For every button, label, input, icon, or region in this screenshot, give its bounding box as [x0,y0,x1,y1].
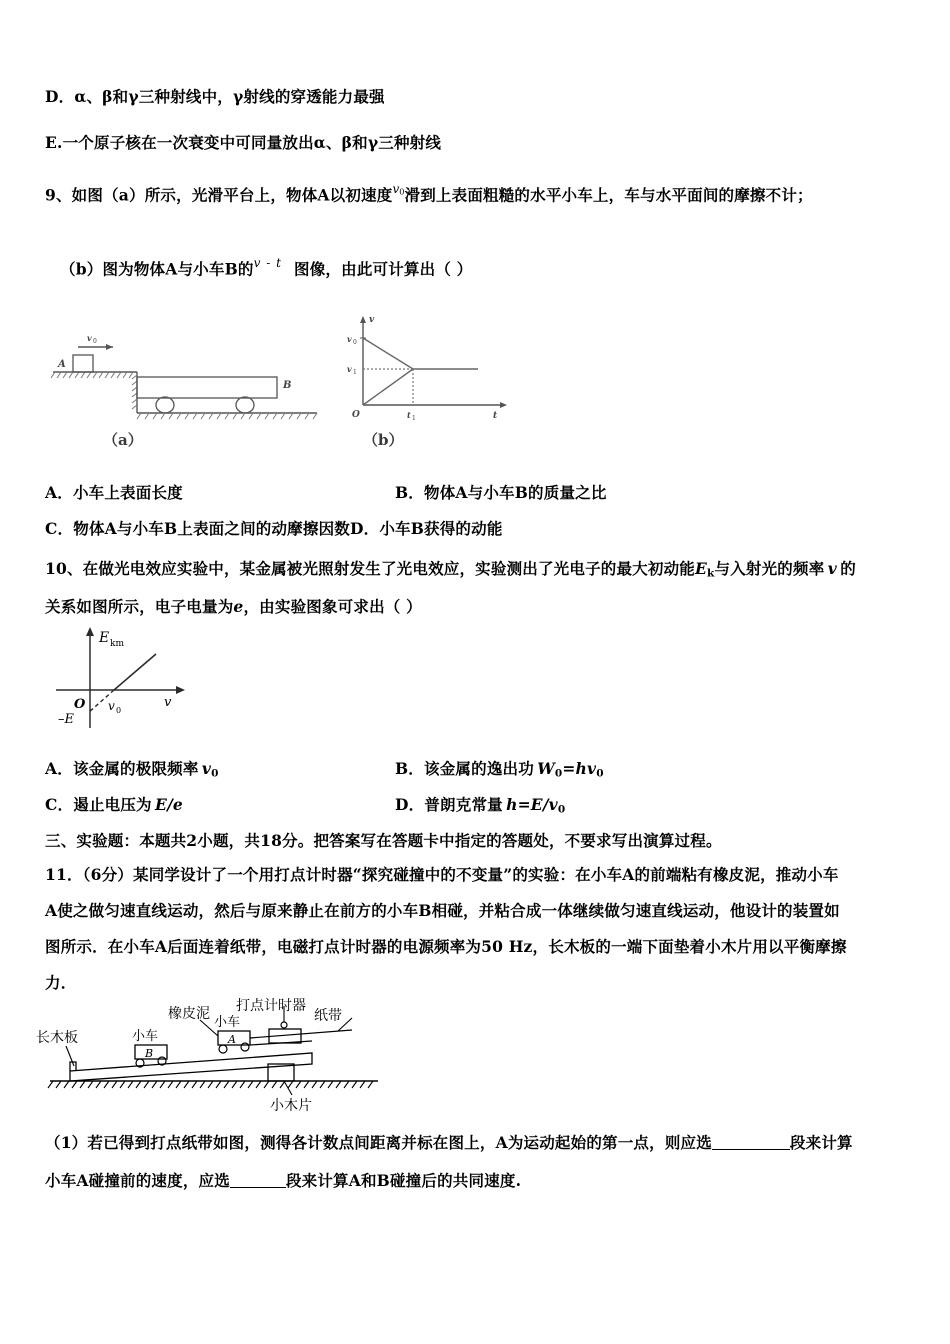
section-3-heading-text: 三、实验题：本题共2小题，共18分。把答案写在答题卡中指定的答题处，不要求写出演算过程。 [45,831,722,850]
figure-10-photoelectric-graph [52,618,197,733]
svg-text:B: B [145,1047,154,1060]
svg-text:O: O [74,697,86,712]
q9-option-a-text: 小车上表面长度 [72,483,183,502]
q9-stem-part2b: 图像，由此可计算出（ ） [294,259,473,279]
svg-text:km: km [110,639,124,649]
svg-text:0: 0 [116,706,122,715]
q10-option-a-key: A． [45,759,73,778]
svg-text:纸带: 纸带 [314,1008,342,1024]
question-11-stem-line2 [45,902,840,921]
question-11-stem-line4 [45,974,76,993]
q9-option-c [45,520,503,539]
svg-text:打点计时器: 打点计时器 [236,998,306,1014]
q11-sub1-line1 [45,1134,853,1153]
q10-stem-c: 的 [840,559,856,578]
svg-text:A: A [58,359,66,370]
option-d-text: D．α、β和γ三种射线中，γ射线的穿透能力最强 [45,87,385,106]
svg-text:橡皮泥: 橡皮泥 [168,1006,210,1022]
answer-blank-2[interactable] [230,1187,286,1188]
q10-option-a-symbol: v0 [198,759,219,780]
answer-blank-1[interactable] [712,1149,790,1150]
q9-option-c-key: C． [45,519,74,538]
q9-option-a [45,484,183,503]
q10-option-d-key: D． [395,795,425,814]
svg-text:v: v [87,333,92,343]
q11-stem-line1: 11．（6分）某同学设计了一个用打点计时器“探究碰撞中的不变量”的实验：在小车A的前端粘有橡皮泥，推动小车 [45,865,839,884]
q10-option-c [45,796,183,815]
svg-text:v: v [347,364,352,374]
question-10-stem-line2 [45,598,422,617]
q10-option-b-text: 该金属的逸出功 [424,759,534,778]
svg-text:1: 1 [412,415,416,420]
svg-text:小车: 小车 [214,1015,241,1030]
q9-vt-graph-symbol: v - t [253,256,283,270]
question-11-stem-line3 [45,938,847,957]
svg-text:小木片: 小木片 [270,1098,312,1114]
q10-option-b-symbol: W0=hv0 [533,759,604,780]
question-9-stem-line2 [60,256,472,279]
svg-text:1: 1 [353,369,357,376]
q10-stem-d: 关系如图所示，电子电量为 [45,597,234,616]
svg-text:v: v [108,699,115,713]
q11-stem-line2: A使之做匀速直线运动，然后与原来静止在前方的小车B相碰，并粘合成一体继续做匀速直线运动，他设计的装置如 [45,901,840,920]
q9-option-d-text: 小车B获得的动能 [379,519,503,538]
q10-Ek-symbol: Ek [694,559,715,580]
q10-option-d [395,796,565,816]
q10-option-c-key: C． [45,795,74,814]
q11-sub1-text-c: 小车A碰撞前的速度，应选 [45,1171,230,1190]
option-e-prev [45,134,441,153]
svg-text:–E: –E [58,712,74,727]
figure-11-experiment-setup [22,998,394,1118]
q10-option-b [395,760,604,780]
q9-option-b-key: B． [395,483,425,502]
svg-text:t: t [407,410,411,420]
svg-text:v: v [164,695,172,710]
question-9-stem-line1 [45,182,813,205]
option-e-text: E.一个原子核在一次衰变中可同量放出α、β和γ三种射线 [45,133,442,152]
figure-9a-apparatus [45,325,325,420]
q11-sub1-text-b: 段来计算 [789,1133,853,1152]
svg-text:0: 0 [353,339,357,346]
figure-9b-caption: （b） [363,431,404,449]
q10-option-d-text: 普朗克常量 [424,795,503,814]
svg-text:长木板: 长木板 [36,1030,78,1046]
q11-sub1-text-d: 段来计算A和B碰撞后的共同速度. [285,1171,522,1190]
q10-option-b-key: B． [395,759,425,778]
q9-option-a-key: A． [45,483,73,502]
q9-option-b [395,484,607,503]
q11-stem-line3: 图所示．在小车A后面连着纸带，电磁打点计时器的电源频率为50 Hz，长木板的一端下面垫着小木片用以平衡摩擦 [45,937,847,956]
q9-option-d-key: D． [349,519,380,538]
q9-option-c-text: 物体A与小车B上表面之间的动摩擦因数 [73,519,350,538]
svg-text:v: v [369,315,375,325]
q10-option-c-text: 遏止电压为 [73,795,152,814]
figure-9b-vt-graph [335,310,525,420]
svg-text:v: v [347,334,352,344]
q11-sub1-line2 [45,1172,521,1191]
q9-stem-part1a: 9、如图（a）所示，光滑平台上，物体A以初速度 [45,185,393,205]
q10-option-d-symbol: h=E/v0 [502,795,566,816]
q11-stem-line4: 力． [45,973,77,992]
svg-text:A: A [228,1033,236,1046]
q10-stem-a: 10、在做光电效应实验中，某金属被光照射发生了光电效应，实验测出了光电子的最大初动能 [45,559,695,578]
q9-stem-part1b: 滑到上表面粗糙的水平小车上，车与水平面间的摩擦不计； [404,185,813,205]
svg-text:B: B [283,380,292,391]
q10-charge-symbol: e [233,597,244,616]
option-d-prev [45,88,385,107]
q10-stem-e: ，由实验图象可求出（ ） [243,597,422,616]
q10-option-a-text: 该金属的极限频率 [72,759,199,778]
svg-text:小车: 小车 [132,1029,159,1044]
q10-frequency-symbol: v [824,559,841,578]
section-3-heading [45,832,722,851]
q10-option-c-symbol: E/e [151,795,183,814]
question-11-stem-line1 [45,866,839,885]
question-10-stem-line1 [45,560,856,580]
q11-sub1-text-a: （1）若已得到打点纸带如图，测得各计数点间距离并标在图上，A为运动起始的第一点，则应选 [45,1133,712,1152]
svg-text:0: 0 [93,338,97,345]
q9-initial-velocity-symbol: v0 [392,182,405,197]
svg-text:t: t [493,411,498,420]
q10-stem-b: 与入射光的频率 [714,559,825,578]
svg-text:O: O [352,410,360,420]
q9-stem-part2a: （b）图为物体A与小车B的 [60,259,254,279]
svg-text:E: E [99,630,110,646]
q10-option-a [45,760,219,780]
q9-option-b-text: 物体A与小车B的质量之比 [424,483,607,502]
figure-9a-caption: （a） [103,431,143,449]
